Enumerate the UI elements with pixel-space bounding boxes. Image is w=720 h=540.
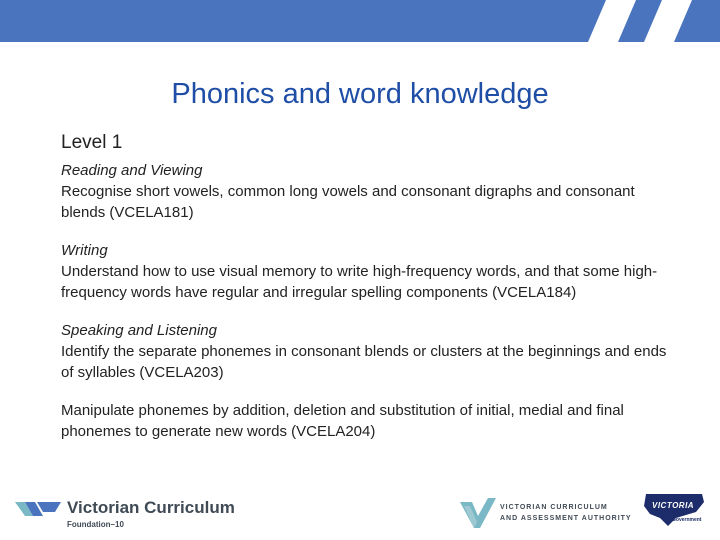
footer-logos [0, 488, 720, 540]
slide-title: Phonics and word knowledge [171, 78, 549, 110]
section-text: Understand how to use visual memory to write high-frequency words, and that some high-frequency words have regular and irregular spelling components (VCELA184) [61, 263, 658, 301]
victoria-state-government-logo [642, 492, 710, 532]
level-heading: Level 1 [61, 132, 123, 153]
header-banner [0, 0, 720, 42]
section-heading: Reading and Viewing [61, 162, 203, 179]
vcaa-line-1: VICTORIAN CURRICULUM [500, 504, 608, 511]
section-heading: Writing [61, 242, 108, 259]
state-line: State [672, 511, 685, 517]
vc-name: Victorian Curriculum [67, 498, 235, 517]
vcaa-line-2: AND ASSESSMENT AUTHORITY [500, 515, 632, 522]
vc-subtitle: Foundation–10 [67, 520, 124, 529]
state-government-text [672, 511, 701, 523]
victorian-curriculum-logo [15, 494, 255, 534]
vcaa-logo [460, 494, 630, 534]
vcaa-check-icon [460, 496, 496, 530]
slide-content [61, 130, 671, 459]
section-text: Recognise short vowels, common long vowels and consonant digraphs and consonant blends (VCELA181) [61, 183, 635, 221]
section-reading-viewing [61, 160, 671, 223]
section-phoneme-manipulation [61, 400, 671, 442]
vcaa-name [500, 502, 632, 524]
section-heading: Speaking and Listening [61, 322, 217, 339]
vc-chevron-icon [15, 498, 61, 520]
section-writing [61, 240, 671, 303]
section-text: Identify the separate phonemes in consonant blends or clusters at the beginnings and ends of syllables (VCELA203) [61, 343, 667, 381]
government-line: Government [672, 517, 702, 523]
victoria-word: VICTORIA [652, 501, 695, 510]
section-speaking-listening [61, 320, 671, 383]
section-text: Manipulate phonemes by addition, deletion and substitution of initial, medial and final phonemes to generate new words (VCELA204) [61, 402, 624, 440]
